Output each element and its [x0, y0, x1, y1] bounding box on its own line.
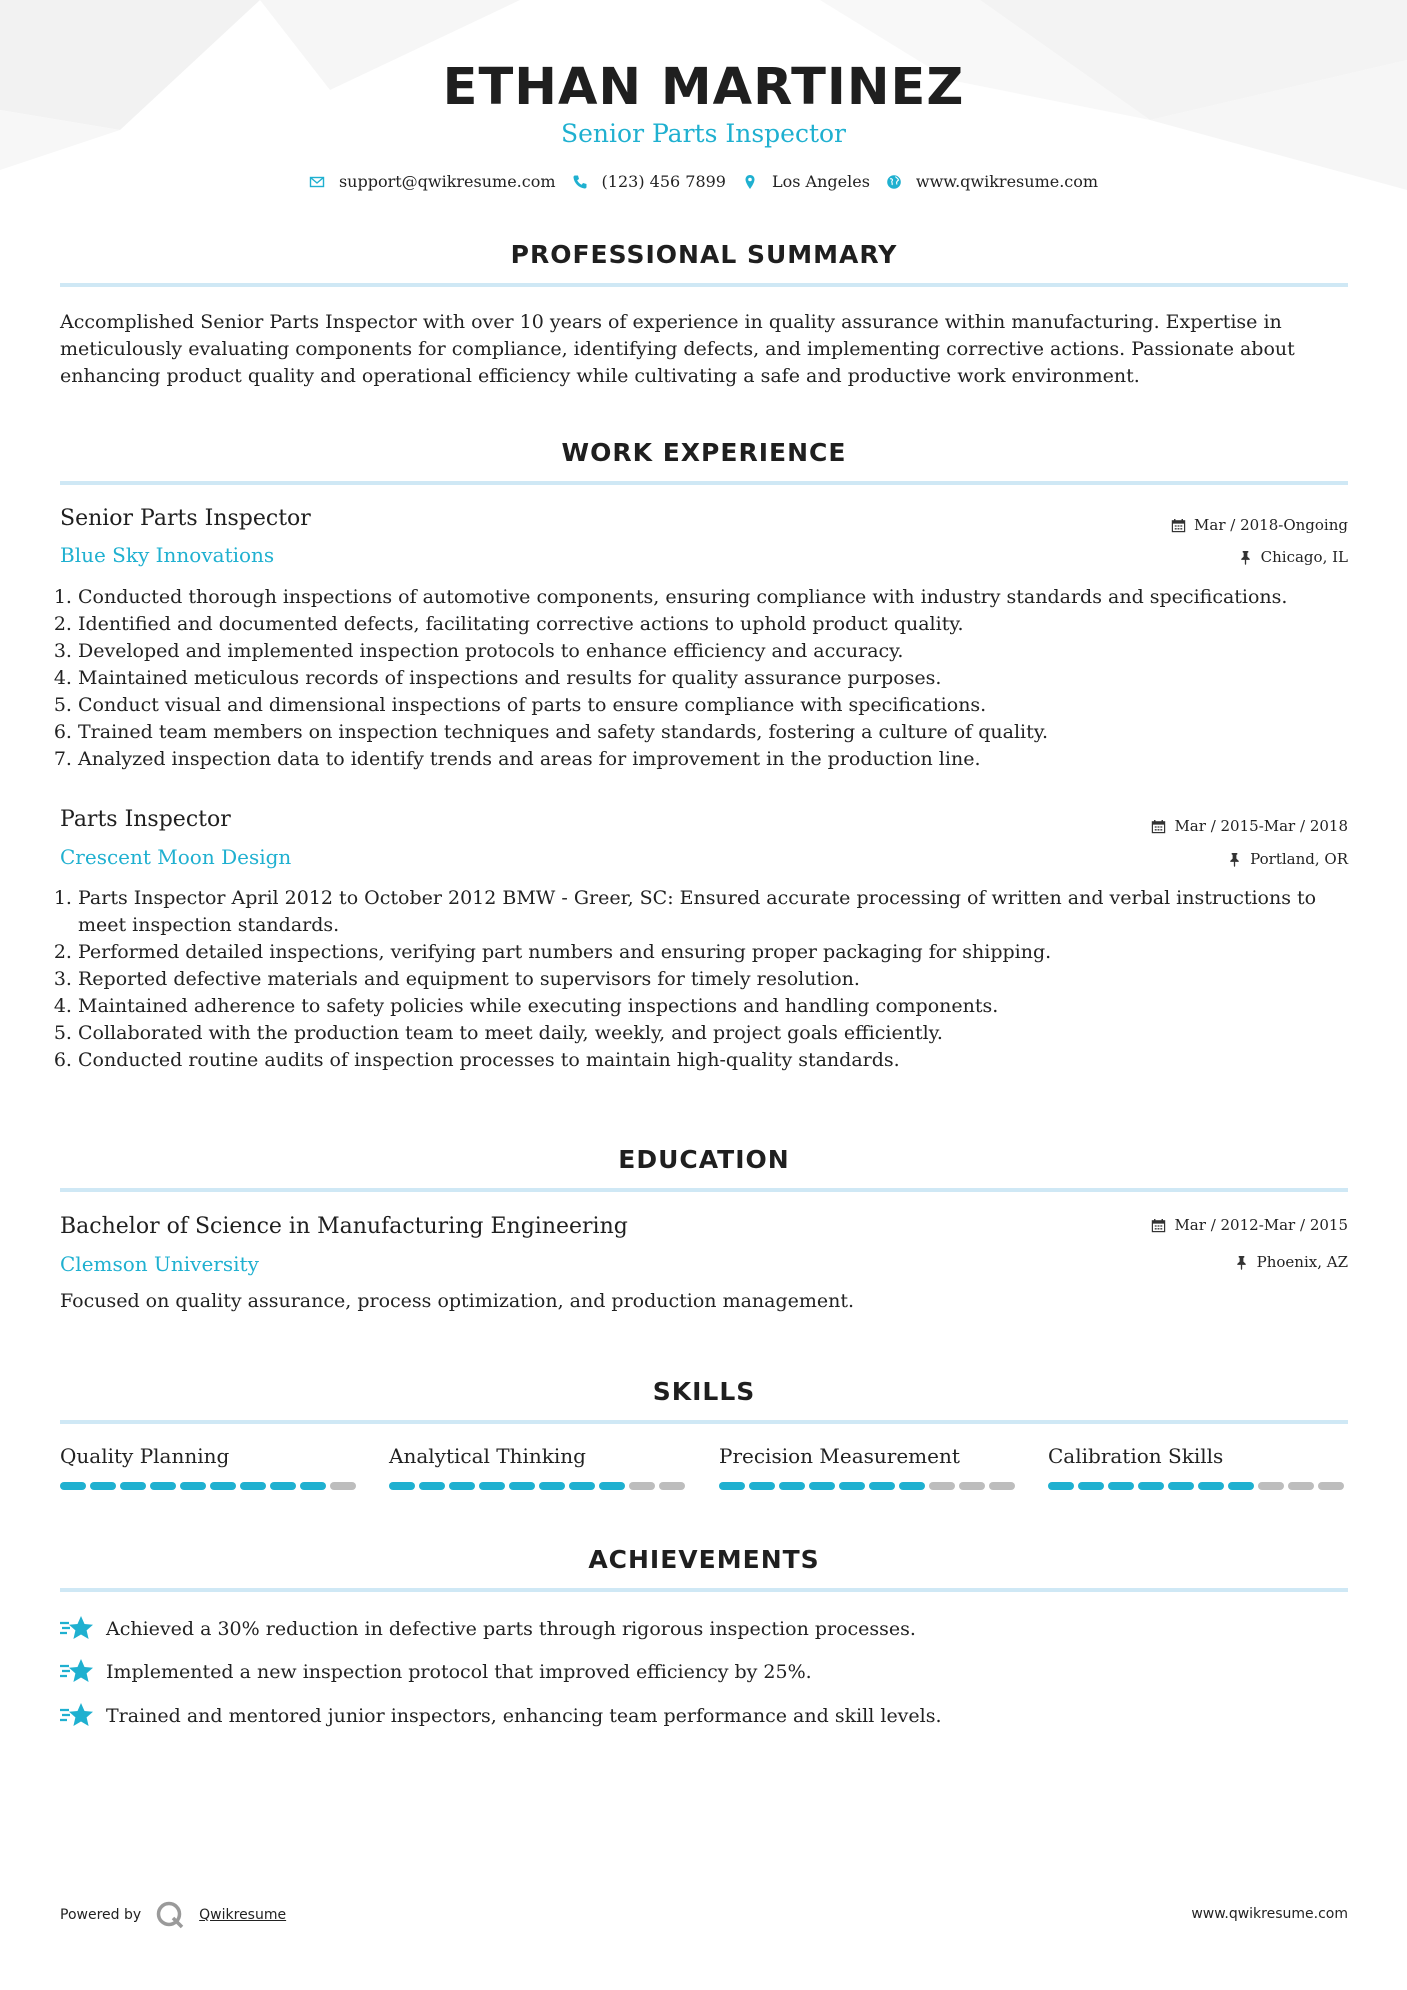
job-dates: [1171, 516, 1348, 534]
list-item: 7. Analyzed inspection data to identify trends and areas for improvement in the production line.: [78, 746, 1368, 773]
contact-website-text: www.qwikresume.com: [915, 172, 1099, 191]
education-heading: EDUCATION: [618, 1145, 790, 1174]
education-dates: [1151, 1216, 1348, 1234]
achievement-text: Achieved a 30% reduction in defective parts through rigorous inspection processes.: [106, 1618, 916, 1640]
skill-item: [60, 1442, 360, 1490]
skill-segment-filled: [60, 1482, 86, 1490]
contact-email-text: support@qwikresume.com: [338, 172, 556, 191]
footer-website-link[interactable]: www.qwikresume.com: [1191, 1906, 1348, 1922]
skill-item: [719, 1442, 1019, 1490]
skill-segment-filled: [449, 1482, 475, 1490]
contact-location: [742, 172, 870, 191]
skill-segment-filled: [270, 1482, 296, 1490]
skill-level-bar: [389, 1482, 689, 1490]
qwikresume-logo: [155, 1900, 185, 1930]
calendar-icon: [1151, 819, 1166, 834]
skill-item: [1048, 1442, 1348, 1490]
calendar-icon: [1171, 518, 1186, 533]
job-title: Senior Parts Inspector: [60, 506, 311, 531]
experience-heading: WORK EXPERIENCE: [561, 438, 847, 467]
pushpin-icon: [1227, 852, 1242, 867]
skills-divider: [60, 1420, 1348, 1424]
achievement-item: [60, 1701, 942, 1731]
experience-divider: [60, 481, 1348, 485]
education-location: [1234, 1253, 1348, 1271]
skill-segment-filled: [240, 1482, 266, 1490]
list-item: 1. Parts Inspector April 2012 to October 2012 BMW - Greer, SC: Ensured accurate processing of written and verbal instructions to meet inspection standards.: [78, 885, 1368, 939]
skill-segment-filled: [869, 1482, 895, 1490]
skill-segment-filled: [839, 1482, 865, 1490]
education-degree: Bachelor of Science in Manufacturing Engineering: [60, 1214, 628, 1239]
job-location: [1238, 548, 1348, 566]
skill-level-bar: [719, 1482, 1019, 1490]
skill-segment-filled: [569, 1482, 595, 1490]
list-item: 1. Conducted thorough inspections of automotive components, ensuring compliance with industry standards and specifications.: [78, 584, 1368, 611]
skill-level-bar: [1048, 1482, 1348, 1490]
job-bullets: [60, 885, 1368, 1074]
achievement-item: [60, 1657, 812, 1687]
calendar-icon: [1151, 1218, 1166, 1233]
skill-segment-filled: [419, 1482, 445, 1490]
pushpin-icon: [1238, 550, 1253, 565]
phone-icon: [572, 174, 588, 190]
footer-powered-by: [60, 1900, 286, 1930]
contact-location-text: Los Angeles: [771, 172, 870, 191]
contact-phone-text: (123) 456 7899: [601, 172, 726, 191]
contact-bar: [0, 172, 1407, 191]
job-dates-text: Mar / 2018-Ongoing: [1194, 516, 1348, 534]
skill-segment-filled: [1048, 1482, 1074, 1490]
job-location-text: Chicago, IL: [1260, 548, 1348, 566]
job-location: [1227, 850, 1348, 868]
skill-name: Calibration Skills: [1048, 1444, 1224, 1468]
skill-segment-filled: [1198, 1482, 1224, 1490]
job-bullets: [60, 584, 1368, 773]
education-school: Clemson University: [60, 1252, 259, 1276]
skill-segment-filled: [1228, 1482, 1254, 1490]
achievement-text: Implemented a new inspection protocol that improved efficiency by 25%.: [106, 1661, 812, 1683]
job-dates: [1151, 817, 1348, 835]
skill-segment-filled: [599, 1482, 625, 1490]
list-item: 4. Maintained adherence to safety policies while executing inspections and handling components.: [78, 993, 1368, 1020]
achievements-divider: [60, 1588, 1348, 1592]
skill-segment-filled: [210, 1482, 236, 1490]
skill-segment-empty: [929, 1482, 955, 1490]
job-location-text: Portland, OR: [1250, 850, 1348, 868]
summary-divider: [60, 283, 1348, 287]
skill-segment-filled: [1138, 1482, 1164, 1490]
list-item: 6. Conducted routine audits of inspection processes to maintain high-quality standards.: [78, 1047, 1368, 1074]
achievement-item: [60, 1614, 916, 1644]
achievement-text: Trained and mentored junior inspectors, enhancing team performance and skill levels.: [106, 1705, 942, 1727]
star-icon: [60, 1614, 94, 1644]
skill-segment-filled: [479, 1482, 505, 1490]
globe-icon: [886, 174, 902, 190]
skill-segment-filled: [90, 1482, 116, 1490]
skill-segment-filled: [539, 1482, 565, 1490]
star-icon: [60, 1657, 94, 1687]
summary-text: Accomplished Senior Parts Inspector with over 10 years of experience in quality assurance within manufacturing. Expertise in meticulously evaluating components for compliance, identifying defects, and implementing corrective actions. Passionate about enhancing product quality and operational efficiency while cultivating a safe and productive work environment.: [60, 311, 1295, 387]
candidate-name: ETHAN MARTINEZ: [442, 58, 965, 117]
skill-segment-filled: [150, 1482, 176, 1490]
education-divider: [60, 1188, 1348, 1192]
skill-name: Analytical Thinking: [389, 1444, 586, 1468]
skill-segment-filled: [509, 1482, 535, 1490]
skill-segment-filled: [389, 1482, 415, 1490]
skill-segment-empty: [1288, 1482, 1314, 1490]
summary-heading: PROFESSIONAL SUMMARY: [510, 240, 898, 269]
pushpin-icon: [1234, 1255, 1249, 1270]
contact-email[interactable]: [309, 172, 556, 191]
skill-segment-filled: [809, 1482, 835, 1490]
list-item: 2. Performed detailed inspections, verifying part numbers and ensuring proper packaging for shipping.: [78, 939, 1368, 966]
skill-segment-filled: [719, 1482, 745, 1490]
skill-name: Quality Planning: [60, 1444, 230, 1468]
skill-segment-filled: [1168, 1482, 1194, 1490]
list-item: 3. Developed and implemented inspection protocols to enhance efficiency and accuracy.: [78, 638, 1368, 665]
skill-segment-filled: [120, 1482, 146, 1490]
skill-segment-filled: [899, 1482, 925, 1490]
skill-segment-filled: [779, 1482, 805, 1490]
skill-segment-empty: [1258, 1482, 1284, 1490]
list-item: 5. Collaborated with the production team to meet daily, weekly, and project goals efficiently.: [78, 1020, 1368, 1047]
education-dates-text: Mar / 2012-Mar / 2015: [1174, 1216, 1348, 1234]
list-item: 6. Trained team members on inspection techniques and safety standards, fostering a culture of quality.: [78, 719, 1368, 746]
job-dates-text: Mar / 2015-Mar / 2018: [1174, 817, 1348, 835]
skill-segment-empty: [629, 1482, 655, 1490]
job-company: Blue Sky Innovations: [60, 543, 275, 567]
skill-item: [389, 1442, 689, 1490]
email-icon: [309, 174, 325, 190]
powered-by-label: Powered by: [60, 1907, 142, 1923]
list-item: 4. Maintained meticulous records of inspections and results for quality assurance purposes.: [78, 665, 1368, 692]
skill-segment-empty: [1318, 1482, 1344, 1490]
skill-segment-empty: [330, 1482, 356, 1490]
skill-segment-filled: [1108, 1482, 1134, 1490]
job-title: Parts Inspector: [60, 807, 231, 832]
skills-heading: SKILLS: [652, 1377, 756, 1406]
skill-level-bar: [60, 1482, 360, 1490]
list-item: 5. Conduct visual and dimensional inspections of parts to ensure compliance with specifications.: [78, 692, 1368, 719]
resume-header: [0, 58, 1407, 150]
star-icon: [60, 1701, 94, 1731]
education-location-text: Phoenix, AZ: [1256, 1253, 1348, 1271]
skill-segment-empty: [959, 1482, 985, 1490]
skill-segment-filled: [749, 1482, 775, 1490]
qwikresume-brand-link[interactable]: Qwikresume: [199, 1907, 287, 1923]
contact-phone[interactable]: [572, 172, 726, 191]
skill-name: Precision Measurement: [719, 1444, 960, 1468]
skill-segment-empty: [989, 1482, 1015, 1490]
education-description: Focused on quality assurance, process optimization, and production management.: [60, 1290, 855, 1312]
list-item: 3. Reported defective materials and equipment to supervisors for timely resolution.: [78, 966, 1368, 993]
candidate-title: Senior Parts Inspector: [561, 119, 846, 148]
skill-segment-filled: [180, 1482, 206, 1490]
skill-segment-empty: [659, 1482, 685, 1490]
skill-segment-filled: [300, 1482, 326, 1490]
contact-website[interactable]: [886, 172, 1098, 191]
job-company: Crescent Moon Design: [60, 845, 292, 869]
skill-segment-filled: [1078, 1482, 1104, 1490]
achievements-heading: ACHIEVEMENTS: [588, 1545, 820, 1574]
location-pin-icon: [742, 174, 758, 190]
list-item: 2. Identified and documented defects, facilitating corrective actions to uphold product quality.: [78, 611, 1368, 638]
